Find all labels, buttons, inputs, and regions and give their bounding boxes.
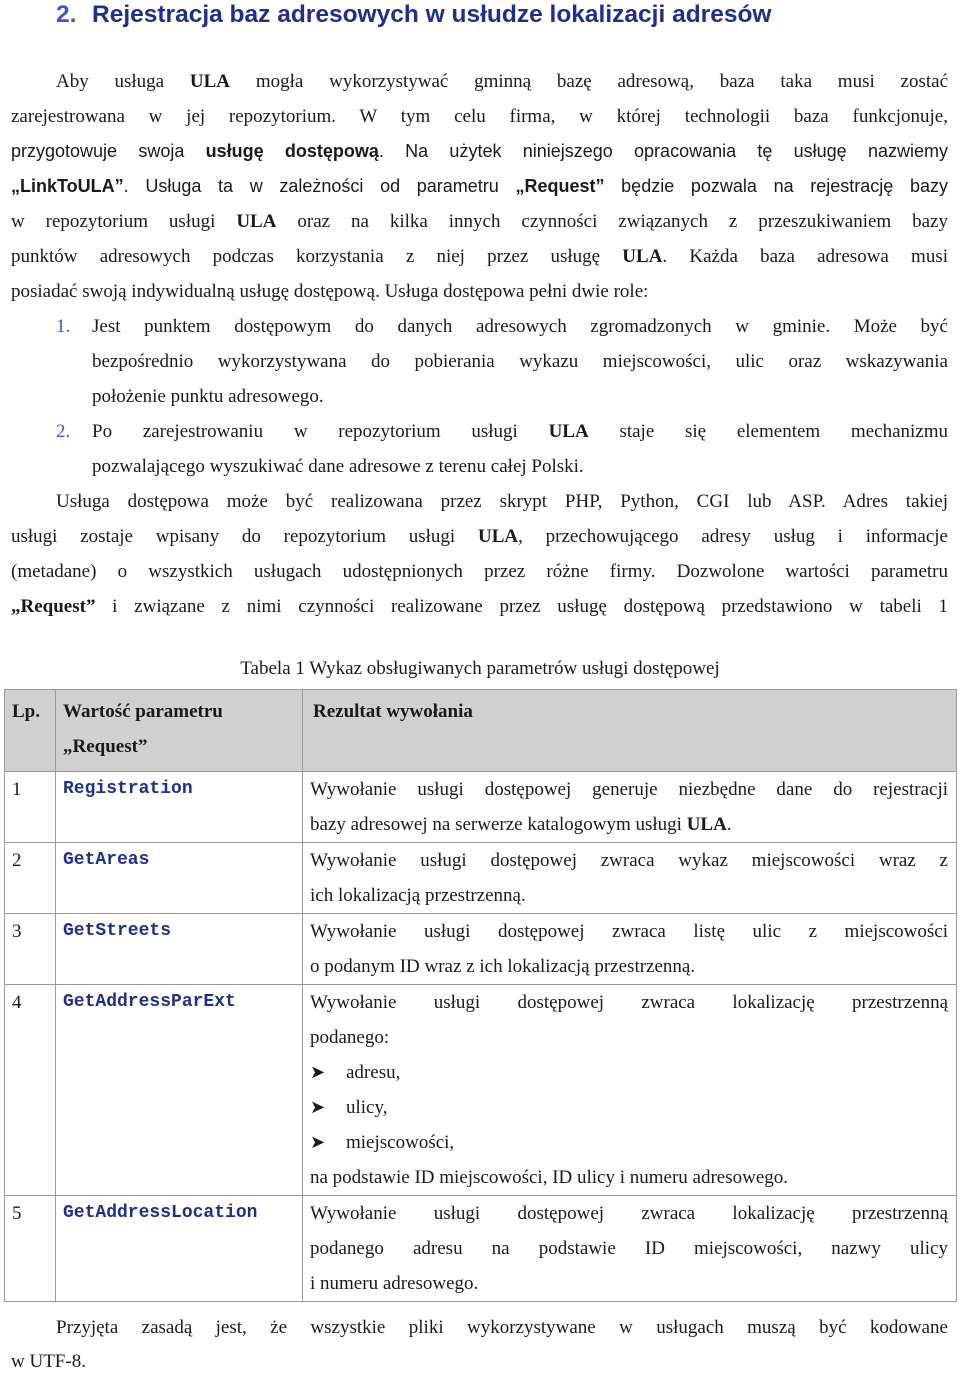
- arrow-bullet-icon: ➤: [310, 1132, 326, 1152]
- row-param: GetAreas: [56, 843, 303, 914]
- role-1-number: 1.: [56, 316, 71, 337]
- row-lp: 5: [5, 1196, 56, 1302]
- section-title: Rejestracja baz adresowych w usłudze lokalizacji adresów: [92, 1, 772, 28]
- table-row: [5, 985, 957, 1196]
- row-param: Registration: [56, 772, 303, 843]
- role-1-line1: Jest punktem dostępowym do danych adresowych zgromadzonych w gminie. Może być: [92, 316, 948, 337]
- row-param: GetAddressLocation: [56, 1196, 303, 1302]
- para2-line2: usługi zostaje wpisany do repozytorium usługi ULA, przechowującego adresy usług i informacje: [11, 526, 948, 547]
- row-lp: 3: [5, 914, 56, 985]
- para1-line1: Aby usługa ULA mogła wykorzystywać gminną bazę adresową, baza taka musi zostać: [56, 71, 948, 92]
- role-1-line2: bezpośrednio wykorzystywana do pobierania wykazu miejscowości, ulic oraz wskazywania: [92, 351, 948, 372]
- role-2-line2: pozwalającego wyszukiwać dane adresowe z terenu całej Polski.: [92, 456, 584, 477]
- bullet-item: ➤ ulicy,: [310, 1090, 948, 1125]
- parameters-table: [4, 689, 957, 1302]
- row-lp: 2: [5, 843, 56, 914]
- header-result: Rezultat wywołania: [303, 690, 957, 772]
- para1-line7: posiadać swoją indywidualną usługę dostępową. Usługa dostępowa pełni dwie role:: [11, 281, 649, 302]
- table-row: [5, 843, 957, 914]
- footer-line2: w UTF-8.: [11, 1351, 86, 1372]
- table-row: [5, 772, 957, 843]
- para2-line4: „Request” i związane z nimi czynności realizowane przez usługę dostępową przedstawiono w tabeli 1: [11, 596, 948, 617]
- arrow-bullet-icon: ➤: [310, 1062, 326, 1082]
- row-lp: 4: [5, 985, 56, 1196]
- row-result: Wywołanie usługi dostępowej zwraca lokalizację przestrzenną podanego: ➤ adresu, ➤ ulicy, ➤ miejscowości, na podstawie ID miejscowości, ID ulicy i numeru adresowego.: [303, 985, 957, 1196]
- bullet-item: ➤ adresu,: [310, 1055, 948, 1090]
- role-1-line3: położenie punktu adresowego.: [92, 386, 324, 407]
- footer-line1: Przyjęta zasadą jest, że wszystkie pliki wykorzystywane w usługach muszą być kodowane: [56, 1317, 948, 1338]
- row-param: GetAddressParExt: [56, 985, 303, 1196]
- role-2-line1: Po zarejestrowaniu w repozytorium usługi ULA staje się elementem mechanizmu: [92, 421, 949, 442]
- para1-line3: przygotowuje swoja usługę dostępową. Na użytek niniejszego opracowania tę usługę nazwiemy: [11, 141, 948, 161]
- role-2-number: 2.: [56, 421, 71, 442]
- row-result: Wywołanie usługi dostępowej generuje niezbędne dane do rejestracji bazy adresowej na serwerze katalogowym usługi ULA.: [303, 772, 957, 843]
- table-header-row: [5, 690, 957, 772]
- table-row: [5, 1196, 957, 1302]
- row-result: Wywołanie usługi dostępowej zwraca listę ulic z miejscowości o podanym ID wraz z ich lokalizacją przestrzenną.: [303, 914, 957, 985]
- para1-line4: „LinkToULA”. Usługa ta w zależności od parametru „Request” będzie pozwala na rejestrację bazy: [11, 176, 948, 196]
- para1-line2: zarejestrowana w jej repozytorium. W tym celu firma, w której technologii baza funkcjonuje,: [11, 106, 948, 127]
- row-lp: 1: [5, 772, 56, 843]
- arrow-bullet-icon: ➤: [310, 1097, 326, 1117]
- table-row: [5, 914, 957, 985]
- para2-line3: (metadane) o wszystkich usługach udostępnionych przez różne firmy. Dozwolone wartości parametru: [11, 561, 948, 582]
- header-lp: Lp.: [5, 690, 56, 772]
- header-value: Wartość parametru „Request”: [56, 690, 303, 772]
- section-number: 2.: [56, 1, 77, 28]
- bullet-item: ➤ miejscowości,: [310, 1125, 948, 1160]
- table-caption: Tabela 1 Wykaz obsługiwanych parametrów usługi dostępowej: [240, 658, 720, 679]
- para1-line6: punktów adresowych podczas korzystania z niej przez usługę ULA. Każda baza adresowa musi: [11, 246, 948, 267]
- para2-line1: Usługa dostępowa może być realizowana przez skrypt PHP, Python, CGI lub ASP. Adres takiej: [56, 491, 949, 512]
- para1-line5: w repozytorium usługi ULA oraz na kilka innych czynności związanych z przeszukiwaniem bazy: [11, 211, 948, 232]
- row-result: Wywołanie usługi dostępowej zwraca lokalizację przestrzenną podanego adresu na podstawie ID miejscowości, nazwy ulicy i numeru adresowego.: [303, 1196, 957, 1302]
- row-result: Wywołanie usługi dostępowej zwraca wykaz miejscowości wraz z ich lokalizacją przestrzenną.: [303, 843, 957, 914]
- row-param: GetStreets: [56, 914, 303, 985]
